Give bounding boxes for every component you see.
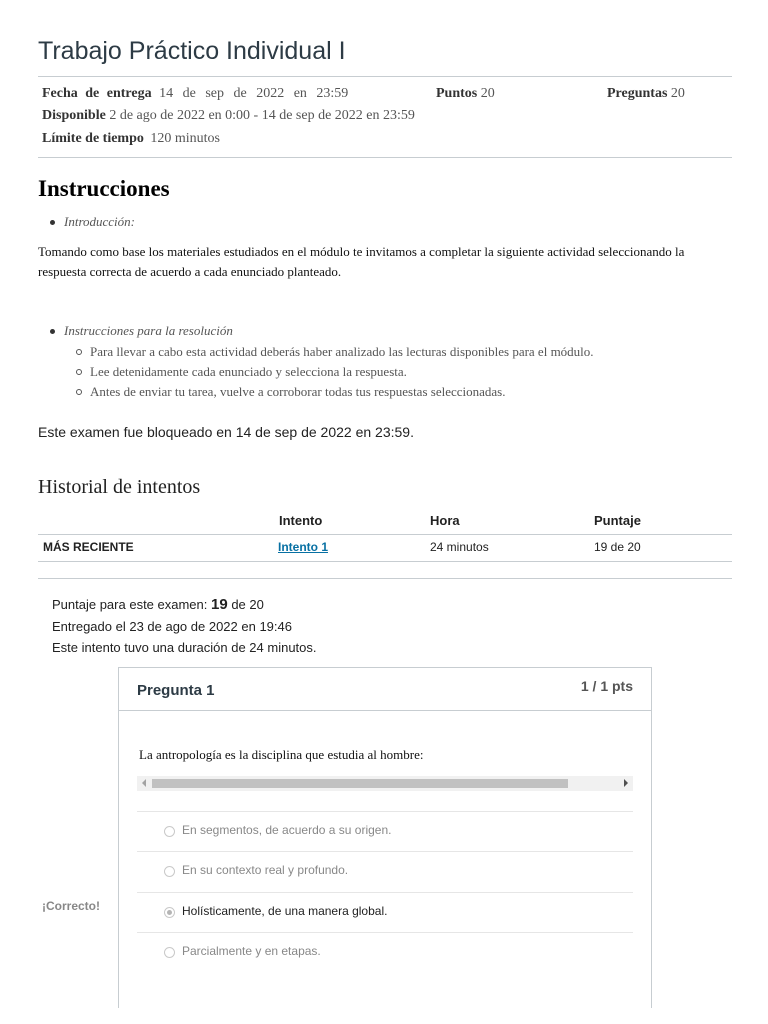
- time-label: Límite de tiempo: [42, 131, 144, 146]
- divider: [38, 157, 732, 158]
- bullet-circle-icon: [76, 369, 82, 375]
- due-value: 14 de sep de 2022 en 23:59: [159, 86, 349, 101]
- row-time: 24 minutos: [430, 540, 489, 554]
- instructions-heading: Instrucciones: [38, 176, 170, 201]
- instruction-step: Para llevar a cabo esta actividad deberás haber analizado las lecturas disponibles para el módulo.: [90, 344, 594, 359]
- question-card: [118, 667, 652, 1008]
- row-tag: MÁS RECIENTE: [43, 540, 134, 554]
- question-text: La antropología es la disciplina que estudia al hombre:: [139, 747, 424, 762]
- questions-value: 20: [670, 86, 685, 101]
- score-suffix: de 20: [231, 597, 264, 612]
- question-points: 1 / 1 pts: [580, 678, 633, 694]
- column-header-attempt: Intento: [279, 513, 323, 528]
- instruction-step: Antes de enviar tu tarea, vuelve a corroborar todas tus respuestas seleccionadas.: [90, 384, 506, 399]
- radio-icon[interactable]: [164, 826, 175, 837]
- scroll-right-arrow-icon[interactable]: [624, 779, 628, 787]
- page-title: Trabajo Práctico Individual I: [38, 37, 346, 65]
- available-value: 2 de ago de 2022 en 0:00 - 14 de sep de 2022 en 23:59: [109, 108, 415, 123]
- scroll-left-arrow-icon[interactable]: [142, 779, 146, 787]
- score-value: 19: [211, 596, 228, 613]
- attempt-link[interactable]: Intento 1: [278, 540, 328, 554]
- answer-label: Holísticamente, de una manera global.: [182, 904, 388, 918]
- intro-label: Introducción:: [64, 214, 135, 229]
- score-prefix: Puntaje para este examen:: [52, 597, 208, 612]
- question-title: Pregunta 1: [137, 682, 215, 699]
- points: [436, 86, 495, 102]
- submitted-date: Entregado el 23 de ago de 2022 en 19:46: [52, 619, 292, 634]
- answer-option[interactable]: [137, 932, 633, 973]
- points-value: 20: [480, 86, 495, 101]
- history-heading: Historial de intentos: [38, 476, 201, 498]
- lock-notice: Este examen fue bloqueado en 14 de sep de 2022 en 23:59.: [38, 424, 414, 440]
- availability: [42, 108, 415, 124]
- divider: [38, 578, 732, 579]
- bullet-circle-icon: [76, 349, 82, 355]
- time-limit: [42, 131, 220, 147]
- radio-icon[interactable]: [164, 866, 175, 877]
- questions-label: Preguntas: [607, 86, 668, 101]
- bullet-circle-icon: [76, 389, 82, 395]
- radio-icon[interactable]: [164, 947, 175, 958]
- available-label: Disponible: [42, 108, 106, 123]
- row-score: 19 de 20: [594, 540, 641, 554]
- column-header-score: Puntaje: [594, 513, 641, 528]
- instruction-step: Lee detenidamente cada enunciado y selecciona la respuesta.: [90, 364, 407, 379]
- divider: [38, 76, 732, 77]
- correct-label: ¡Correcto!: [42, 899, 101, 913]
- time-value: 120 minutos: [150, 131, 220, 146]
- points-label: Puntos: [436, 86, 478, 101]
- bullet-dot-icon: [50, 220, 55, 225]
- bullet-dot-icon: [50, 329, 55, 334]
- exam-score: [52, 596, 264, 613]
- answer-label: En segmentos, de acuerdo a su origen.: [182, 823, 392, 837]
- question-header: [119, 668, 651, 711]
- column-header-time: Hora: [430, 513, 460, 528]
- attempt-duration: Este intento tuvo una duración de 24 minutos.: [52, 640, 317, 655]
- correct-answer-flag: [38, 895, 108, 917]
- table-header-divider: [38, 534, 732, 535]
- table-row-divider: [38, 561, 732, 562]
- answer-label: En su contexto real y profundo.: [182, 863, 349, 877]
- answer-option[interactable]: [137, 851, 633, 892]
- due-date: [42, 86, 348, 102]
- due-label: Fecha de entrega: [42, 86, 152, 101]
- horizontal-scrollbar[interactable]: [137, 776, 633, 791]
- resolution-label: Instrucciones para la resolución: [64, 323, 233, 338]
- answer-option[interactable]: [137, 811, 633, 852]
- scrollbar-thumb[interactable]: [152, 779, 568, 788]
- answer-label: Parcialmente y en etapas.: [182, 944, 321, 958]
- questions: [607, 86, 685, 102]
- radio-icon[interactable]: [164, 907, 175, 918]
- answer-option-selected[interactable]: [137, 892, 633, 933]
- intro-text: Tomando como base los materiales estudiados en el módulo te invitamos a completar la siguiente actividad seleccionando la respuesta correcta de acuerdo a cada enunciado planteado.: [38, 244, 685, 279]
